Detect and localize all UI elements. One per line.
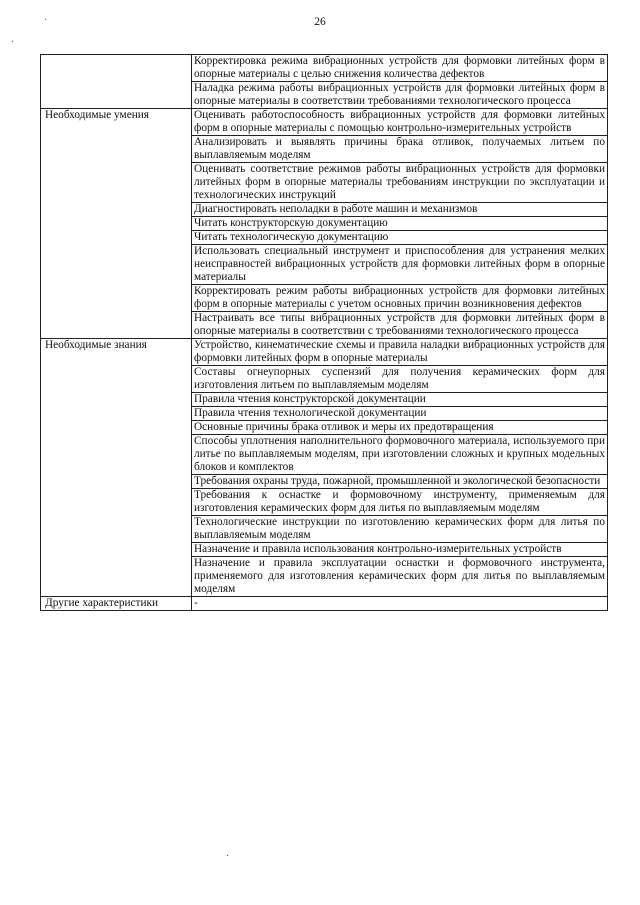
category-cell: Необходимые умения (41, 109, 192, 339)
requirement-cell: Читать технологическую документацию (192, 231, 608, 245)
category-cell (41, 55, 192, 109)
competency-table (40, 54, 608, 611)
requirement-cell: Основные причины брака отливок и меры их предотвращения (192, 421, 608, 435)
requirement-cell: Диагностировать неполадки в работе машин и механизмов (192, 203, 608, 217)
table-row (41, 339, 608, 366)
requirement-cell: Правила чтения конструкторской документации (192, 393, 608, 407)
requirement-cell: Читать конструкторскую документацию (192, 217, 608, 231)
table-row (41, 109, 608, 136)
requirement-cell: Требования охраны труда, пожарной, промышленной и экологической безопасности (192, 475, 608, 489)
requirement-cell: Настраивать все типы вибрационных устройств для формовки литейных форм в опорные материалы в соответствии с требованиями технологического процесса (192, 312, 608, 339)
scan-speck: · (226, 851, 230, 862)
requirement-cell: Оценивать работоспособность вибрационных устройств для формовки литейных форм в опорные материалы с помощью контрольно-измерительных устройств (192, 109, 608, 136)
requirement-cell: Оценивать соответствие режимов работы вибрационных устройств для формовки литейных форм в опорные материалы требованиям инструкции по эксплуатации и технологических инструкций (192, 163, 608, 203)
page-number: 26 (314, 16, 326, 28)
requirement-cell: - (192, 597, 608, 611)
scan-speck: · (11, 37, 15, 48)
requirement-cell: Корректировка режима вибрационных устройств для формовки литейных форм в опорные материалы с целью снижения количества дефектов (192, 55, 608, 82)
requirement-cell: Устройство, кинематические схемы и правила наладки вибрационных устройств для формовки литейных форм в опорные материалы (192, 339, 608, 366)
table-row (41, 597, 608, 611)
table-row (41, 55, 608, 82)
requirement-cell: Наладка режима работы вибрационных устройств для формовки литейных форм в опорные материалы в соответствии требованиями технологического процесса (192, 82, 608, 109)
requirement-cell: Назначение и правила использования контрольно-измерительных устройств (192, 543, 608, 557)
requirement-cell: Назначение и правила эксплуатации оснастки и формовочного инструмента, применяемого для изготовления керамических форм для литья по выплавляемым моделям (192, 557, 608, 597)
requirement-cell: Составы огнеупорных суспензий для получения керамических форм для изготовления литьем по выплавляемым моделям (192, 366, 608, 393)
category-cell: Необходимые знания (41, 339, 192, 597)
requirement-cell: Правила чтения технологической документации (192, 407, 608, 421)
requirement-cell: Технологические инструкции по изготовлению керамических форм для литья по выплавляемым моделям (192, 516, 608, 543)
requirement-cell: Анализировать и выявлять причины брака отливок, получаемых литьем по выплавляемым моделям (192, 136, 608, 163)
category-cell: Другие характеристики (41, 597, 192, 611)
requirement-cell: Требования к оснастке и формовочному инструменту, применяемым для изготовления керамических форм для литья по выплавляемым моделям (192, 489, 608, 516)
requirement-cell: Использовать специальный инструмент и приспособления для устранения мелких неисправностей вибрационных устройств для формовки литейных форм в опорные материалы (192, 245, 608, 285)
requirement-cell: Способы уплотнения наполнительного формовочного материала, используемого при литье по выплавляемым моделям, при изготовлении сложных и крупных модельных блоков и комплектов (192, 435, 608, 475)
requirement-cell: Корректировать режим работы вибрационных устройств для формовки литейных форм в опорные материалы с учетом основных причин возникновения дефектов (192, 285, 608, 312)
scan-speck: · (44, 15, 48, 26)
